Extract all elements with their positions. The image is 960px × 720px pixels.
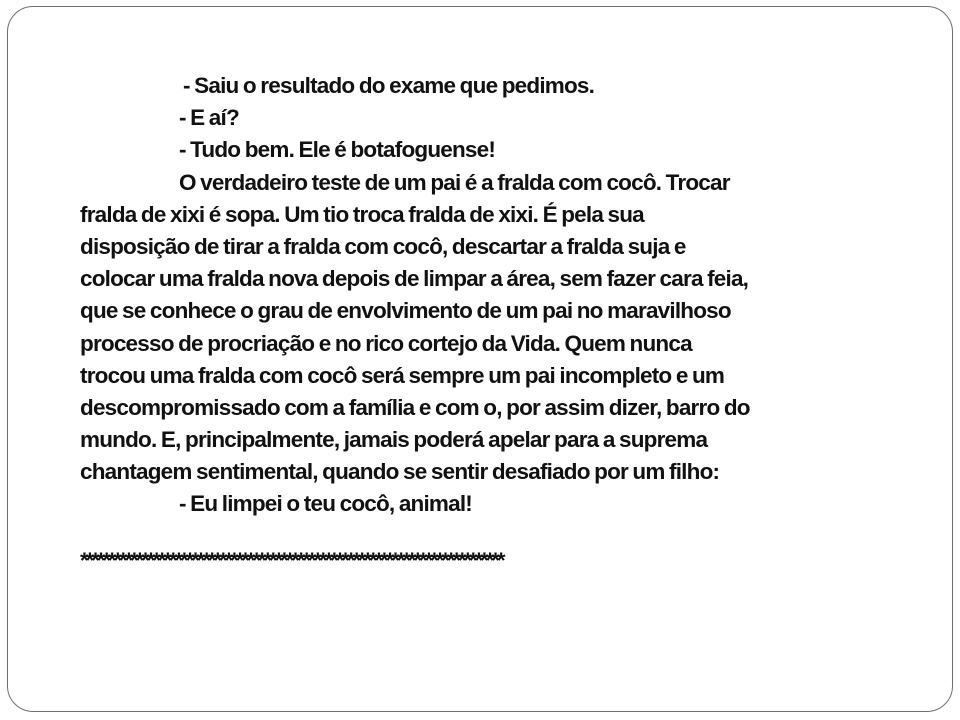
- text-line: chantagem sentimental, quando se sentir desafiado por um filho:: [80, 459, 720, 485]
- text-line-dialogue: - Eu limpei o teu cocô, animal!: [179, 491, 473, 517]
- asterisk-separator: ****************************************************************************: [80, 547, 503, 573]
- paragraph-gap: [80, 521, 880, 545]
- text-line: trocou uma fralda com cocô será sempre um pai incompleto e um: [80, 362, 725, 388]
- text-line: disposição de tirar a fralda com cocô, descartar a fralda suja e: [80, 233, 686, 259]
- text-line: descompromissado com a família e com o, por assim dizer, barro do: [80, 394, 750, 420]
- text-line-dialogue: - Saiu o resultado do exame que pedimos.: [183, 73, 595, 98]
- text-line: processo de procriação e no rico cortejo da Vida. Quem nunca: [80, 330, 692, 356]
- text-line: mundo. E, principalmente, jamais poderá apelar para a suprema: [80, 427, 708, 453]
- text-line: fralda de xixi é sopa. Um tio troca fralda de xixi. É pela sua: [80, 201, 644, 227]
- text-block: [80, 70, 880, 577]
- text-line-dialogue: - Tudo bem. Ele é botafoguense!: [179, 137, 496, 163]
- text-line: que se conhece o grau de envolvimento de um pai no maravilhoso: [80, 298, 731, 324]
- text-line: colocar uma fralda nova depois de limpar a área, sem fazer cara feia,: [80, 266, 749, 292]
- text-line-dialogue: - E aí?: [179, 105, 239, 131]
- text-line-paragraph-start: O verdadeiro teste de um pai é a fralda com cocô. Trocar: [179, 169, 730, 195]
